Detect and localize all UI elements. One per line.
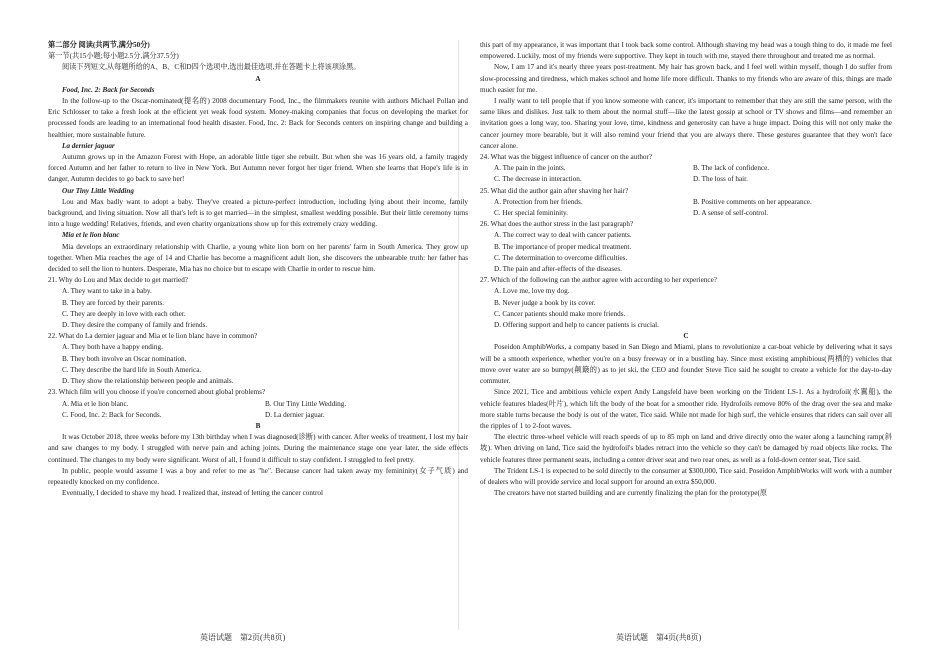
q24-option-d: D. The loss of hair.: [693, 175, 748, 184]
q23-option-b: B. Our Tiny Little Wedding.: [265, 399, 347, 408]
q26-option-a: A. The correct way to deal with cancer patients.: [494, 231, 632, 240]
q21-option-d: D. They desire the company of family and friends.: [62, 321, 208, 330]
film-desc-1: In the follow-up to the Oscar-nominated(提名的) 2008 documentary Food, Inc., the filmmakers reunite with authors Michael Pollan and Eric Schlosser to take a fresh look at the efficient yet weak food system. Money-making companies that focus on developing the market for processed foods are leading to an international food health disaster. Food, Inc. 2: Back for Seconds centers on inspiring change and building a healthier, more sustainable future.: [48, 97, 468, 139]
question-24: 24. What was the biggest influence of cancer on the author?: [480, 153, 653, 162]
q24-option-c: C. The decrease in interaction.: [494, 175, 582, 184]
film-title-1: Food, Inc. 2: Back for Seconds: [62, 85, 155, 94]
passage-b-para-6: I really want to tell people that if you know someone with cancer, it's important to remember that they are still the same person, with the same likes and dislikes. Just talk to them about the normal stuff—like the latest gossip at school or TV shows and films—and remember an invitation goes a long way, too. Sharing your love, time, kindness and generosity can have a huge impact. Doing this will not only make the cancer journey more bearable, but it will also remind your friend that you are always there. These gestures guarantee that they won't face cancer alone.: [480, 97, 892, 150]
q21-option-b: B. They are forced by their parents.: [62, 298, 165, 307]
q24-option-a: A. The pain in the joints.: [494, 164, 566, 173]
film-title-4: Mia et le lion blanc: [62, 231, 120, 240]
section-title: 第一节(共15小题;每小题2.5分,满分37.5分): [48, 52, 179, 61]
q24-options-row-1: [494, 163, 892, 174]
q26-option-c: C. The determination to overcome difficulties.: [494, 253, 628, 262]
q21-option-c: C. They are deeply in love with each other.: [62, 309, 186, 318]
q24-options-row-2: [494, 174, 892, 185]
q25-options-row-1: [494, 197, 892, 208]
q22-option-b: B. They both involve an Oscar nomination.: [62, 354, 187, 363]
q27-option-d: D. Offering support and help to cancer patients is crucial.: [494, 321, 659, 330]
q26-option-b: B. The importance of proper medical treatment.: [494, 242, 632, 251]
left-page-footer: 英语试题 第2页(共8页): [200, 633, 286, 642]
film-desc-4: Mia develops an extraordinary relationship with Charlie, a young white lion born on her parents' farm in South America. They grow up together. When Mia reaches the age of 14 and Charlie has become a magnificent adult lion, she discovers the unbearable truth: her father has decided to sell the lion to hunters. Desperate, Mia has no choice but to escape with Charlie in order to rescue him.: [48, 242, 468, 274]
q25-options-row-2: [494, 208, 892, 219]
question-22: 22. What do La dernier jaguar and Mia et le lion blanc have in common?: [48, 332, 258, 341]
instruction: 阅读下列短文,从每题所给的A、B、C和D四个选项中,选出最佳选项,并在答题卡上将该项涂黑。: [62, 63, 361, 72]
film-desc-2: Autumn grows up in the Amazon Forest with Hope, an adorable little tiger she rebuilt. But when she was 16 years old, a family tragedy forced Autumn and her father to return to live in New York. But Autumn never forgot her tiger friend. When she learns that Hope's life is in danger, Autumn decides to go back to save her!: [48, 153, 468, 184]
q23-options-row-1: [62, 399, 468, 410]
question-25: 25. What did the author gain after shaving her hair?: [480, 186, 629, 195]
passage-c-para-3: The electric three-wheel vehicle will reach speeds of up to 85 mph on land and drive directly onto the water along a launching ramp(斜坡). When driving on land, Tice said the hydrofoil's blades retract into the vehicle so they can't be damaged by road objects like rocks. The vehicle features three permanent seats, including a center driver seat and two rear ones, as well as a fold-down center seat, Tice said.: [480, 433, 892, 464]
q22-option-c: C. They describe the hard life in South America.: [62, 365, 202, 374]
film-title-2: La dernier jaguar: [62, 141, 115, 150]
part-header: 第二部分 阅读(共两节,满分50分): [48, 41, 150, 49]
passage-c-para-2: Since 2021, Tice and ambitious vehicle expert Andy Langsfeld have been working on the Trident LS-1. As a hydrofoil(水翼船), the vehicle features blades(叶片), which lift the body of the boat for a smoother ride. Hydrofoils remove 80% of the drag over the sea and make more stable turns because the body is out of the water, Tice said. While not made for high surf, the vehicle ensures that riders can sail over all the ripples of 1 to 2-foot waves.: [480, 388, 892, 430]
q23-option-d: D. La dernier jaguar.: [265, 410, 325, 419]
right-page-footer: 英语试题 第4页(共8页): [616, 633, 702, 642]
q27-option-c: C. Cancer patients should make more friends.: [494, 309, 626, 318]
q21-option-a: A. They want to take in a baby.: [62, 287, 152, 296]
q23-option-a: A. Mia et le lion blanc.: [62, 399, 129, 408]
q23-option-c: C. Food, Inc. 2: Back for Seconds.: [62, 410, 162, 419]
q22-option-a: A. They both have a happy ending.: [62, 343, 163, 352]
passage-b-para-1: It was October 2018, three weeks before my 13th birthday when I was diagnosed(诊断) with cancer. After weeks of treatment, I lost my hair and saw changes to my body. I struggled with nerve pain and aching joints. During the maintenance stage one year later, the side effects continued. The changes to my body were significant. Worst of all, I found it difficult to stay confident. I struggled to feel pretty.: [48, 433, 468, 464]
q26-option-d: D. The pain and after-effects of the diseases.: [494, 265, 622, 274]
passage-c-para-5: The creators have not started building and are currently finalizing the plan for the prototype(原: [494, 489, 768, 498]
passage-c-para-4: The Trident LS-1 is expected to be sold directly to the consumer at $300,000, Tice said. Poseidon AmphibWorks will work with a number of dealers who will provide service and local support for around an extra $50,000.: [480, 466, 892, 486]
passage-b-para-4: this part of my appearance, it was important that I took back some control. Although shaving my head was a tough thing to do, it made me feel empowered. Luckily, most of my friends were supportive. They kept in touch with me, stayed there throughout and treated me as normal.: [480, 41, 892, 61]
passage-b-para-5: Now, I am 17 and it's nearly three years post-treatment. My hair has grown back, and I feel well within myself, though I do suffer from slow-processing and tiredness, which makes school and home life more difficult. Thanks to my friends who are aware of this, things are made much easier for me.: [480, 63, 892, 94]
question-21: 21. Why do Lou and Max decide to get married?: [48, 276, 188, 285]
passage-b-para-2: In public, people would assume I was a boy and refer to me as "he". Because cancer had taken away my femininity(女子气质) and repeatedly knocked on my confidence.: [48, 466, 468, 486]
right-page: [480, 40, 892, 499]
question-23: 23. Which film will you choose if you're concerned about global problems?: [48, 388, 266, 397]
q25-option-c: C. Her special femininity.: [494, 209, 568, 218]
question-26: 26. What does the author stress in the last paragraph?: [480, 220, 634, 229]
passage-label-c: C: [683, 332, 689, 341]
film-title-3: Our Tiny Little Wedding: [62, 186, 134, 195]
q27-option-b: B. Never judge a book by its cover.: [494, 298, 596, 307]
q22-option-d: D. They show the relationship between people and animals.: [62, 377, 234, 386]
passage-label-b: B: [255, 421, 261, 430]
q25-option-a: A. Protection from her friends.: [494, 197, 583, 206]
q27-option-a: A. Love me, love my dog.: [494, 287, 570, 296]
q25-option-d: D. A sense of self-control.: [693, 209, 769, 218]
film-desc-3: Lou and Max badly want to adopt a baby. They've created a picture-perfect introduction, including lying about their income, family background, and living situation. Now all that's left is to get married—in the simplest, smallest wedding possible. But their little ceremony turns into a huge wedding! Relatives, friends, and even charity organizations show up for this extremely crazy wedding.: [48, 197, 468, 229]
q23-options-row-2: [62, 410, 468, 421]
q24-option-b: B. The lack of confidence.: [693, 164, 770, 173]
q25-option-b: B. Positive comments on her appearance.: [693, 197, 812, 206]
passage-label-a: A: [255, 74, 261, 83]
left-page: [48, 40, 468, 499]
passage-c-para-1: Poseidon AmphibWorks, a company based in San Diego and Miami, plans to revolutionize a car-boat vehicle by delivering what it says will be a smooth experience, whether you're on a busy freeway or in a bustling bay. Since most existing amphibious(两栖的) vehicles that move over water are so bumpy(颠簸的) as to jet ski, the CEO and founder Steve Tice said he sought to create a vehicle for the day-to-day commuter.: [480, 343, 892, 386]
question-27: 27. Which of the following can the author agree with according to her experience?: [480, 276, 717, 285]
passage-b-para-3: Eventually, I decided to shave my head. I realized that, instead of letting the cancer control: [62, 489, 323, 498]
